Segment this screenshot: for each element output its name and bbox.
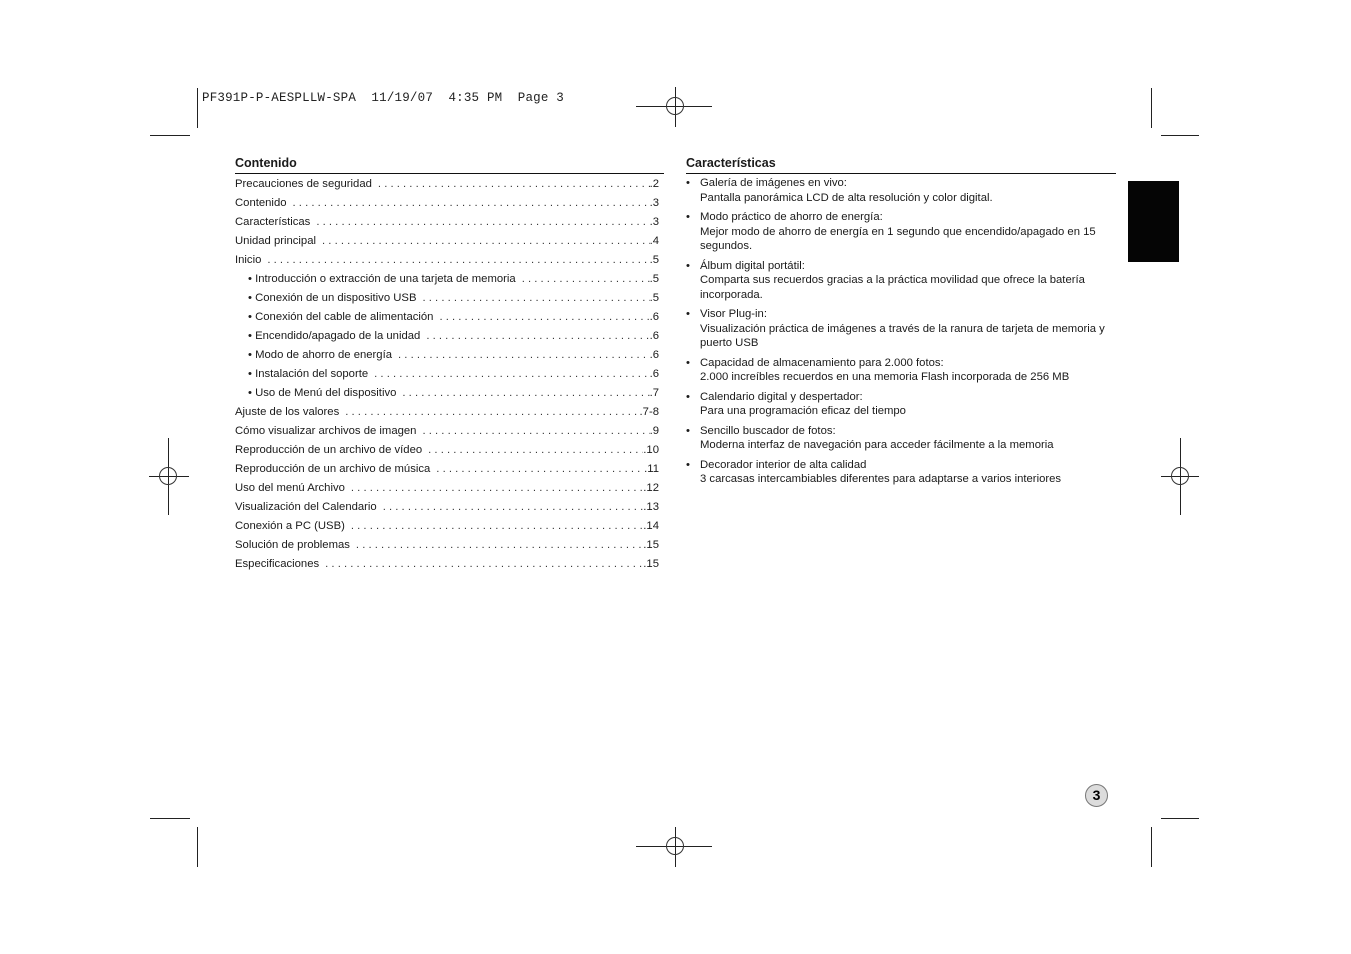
toc-label: Precauciones de seguridad — [235, 178, 372, 190]
toc-dot-leader — [267, 252, 649, 268]
toc-page: .14 — [643, 520, 659, 532]
toc-page: .6 — [649, 330, 659, 342]
page-number-badge: 3 — [1085, 784, 1108, 807]
toc-dot-leader — [322, 233, 650, 249]
toc-page: .11 — [644, 463, 659, 475]
crop-mark-top-right-v — [1151, 88, 1152, 128]
toc-label: Reproducción de un archivo de música — [235, 463, 431, 475]
toc-page: .6 — [649, 368, 659, 380]
toc-row — [235, 441, 659, 460]
toc-row — [235, 460, 659, 479]
toc-dot-leader — [351, 480, 643, 496]
toc-row — [235, 308, 659, 327]
feature-item — [686, 424, 1118, 453]
toc-dot-leader — [398, 347, 650, 363]
toc-label: Uso del menú Archivo — [235, 482, 345, 494]
toc-label: • Conexión de un dispositivo USB — [248, 292, 417, 304]
feature-heading: Decorador interior de alta calidad — [700, 458, 867, 471]
toc-row — [235, 251, 659, 270]
feature-heading: Modo práctico de ahorro de energía: — [700, 211, 883, 223]
features-title-rule — [686, 173, 1116, 174]
toc-row — [235, 536, 659, 555]
features-title: Características — [686, 156, 776, 170]
feature-item — [686, 458, 1118, 487]
toc-page: .3 — [649, 197, 659, 209]
toc-label: Cómo visualizar archivos de imagen — [235, 425, 417, 437]
contents-title: Contenido — [235, 156, 297, 170]
bullet: • — [686, 458, 690, 471]
feature-item — [686, 390, 1118, 419]
table-of-contents — [235, 175, 659, 574]
toc-dot-leader — [422, 290, 649, 306]
toc-label: • Introducción o extracción de una tarjeta de memoria — [248, 273, 516, 285]
toc-dot-leader — [436, 461, 644, 477]
toc-dot-leader — [428, 442, 643, 458]
toc-page: .7 — [649, 387, 659, 399]
toc-label: Especificaciones — [235, 558, 320, 570]
feature-item — [686, 210, 1118, 254]
toc-dot-leader — [351, 518, 643, 534]
feature-heading: Galería de imágenes en vivo: — [700, 177, 847, 189]
crop-mark-bottom-right-h — [1161, 818, 1199, 819]
feature-description: Mejor modo de ahorro de energía en 1 segundo que encendido/apagado en 15 segundos. — [700, 225, 1096, 252]
toc-page: .15 — [643, 558, 659, 570]
feature-description: Para una programación eficaz del tiempo — [700, 405, 906, 417]
feature-description: 2.000 increíbles recuerdos en una memoria Flash incorporada de 256 MB — [700, 371, 1070, 383]
toc-label: Conexión a PC (USB) — [235, 520, 345, 532]
toc-dot-leader — [325, 556, 643, 572]
features-list — [686, 176, 1118, 492]
feature-heading: Álbum digital portátil: — [700, 259, 805, 272]
toc-label: • Instalación del soporte — [248, 368, 369, 380]
toc-row — [235, 270, 659, 289]
feature-description: Moderna interfaz de navegación para acceder fácilmente a la memoria — [700, 439, 1054, 451]
toc-label: • Uso de Menú del dispositivo — [248, 387, 397, 399]
toc-row — [235, 194, 659, 213]
toc-dot-leader — [522, 271, 650, 287]
toc-row — [235, 289, 659, 308]
toc-dot-leader — [316, 214, 649, 230]
toc-row — [235, 517, 659, 536]
toc-page: .13 — [643, 501, 659, 513]
feature-heading: Visor Plug-in: — [700, 308, 767, 320]
toc-dot-leader — [293, 195, 650, 211]
toc-label: Solución de problemas — [235, 539, 350, 551]
crop-mark-top-left-v — [197, 88, 198, 128]
toc-row — [235, 213, 659, 232]
toc-label: Unidad principal — [235, 235, 317, 247]
toc-dot-leader — [426, 328, 649, 344]
toc-row — [235, 346, 659, 365]
crop-mark-bottom-left-v — [197, 827, 198, 867]
print-slug: PF391P-P-AESPLLW-SPA 11/19/07 4:35 PM Page 3 — [202, 91, 564, 105]
toc-dot-leader — [374, 366, 649, 382]
toc-dot-leader — [345, 404, 639, 420]
crop-mark-bottom-left-h — [150, 818, 190, 819]
toc-page: .6 — [649, 311, 659, 323]
bullet: • — [686, 424, 690, 437]
bullet: • — [686, 177, 690, 189]
toc-label: Visualización del Calendario — [235, 501, 377, 513]
feature-heading: Calendario digital y despertador: — [700, 390, 863, 403]
feature-item — [686, 176, 1118, 205]
toc-label: • Modo de ahorro de energía — [248, 349, 393, 361]
feature-description: 3 carcasas intercambiables diferentes para adaptarse a varios interiores — [700, 473, 1062, 485]
toc-label: Contenido — [235, 197, 287, 209]
toc-label: Reproducción de un archivo de vídeo — [235, 444, 423, 456]
crop-mark-top-right-h — [1161, 135, 1199, 136]
toc-row — [235, 232, 659, 251]
toc-page: .9 — [649, 425, 659, 437]
toc-dot-leader — [383, 499, 644, 515]
feature-heading: Sencillo buscador de fotos: — [700, 424, 836, 437]
toc-row — [235, 498, 659, 517]
crop-mark-top-left-h — [150, 135, 190, 136]
toc-row — [235, 384, 659, 403]
toc-page: .2 — [649, 178, 659, 190]
toc-page: .15 — [643, 539, 659, 551]
feature-item — [686, 259, 1118, 303]
toc-label: • Conexión del cable de alimentación — [248, 311, 434, 323]
toc-dot-leader — [402, 385, 649, 401]
bullet: • — [686, 390, 690, 403]
toc-label: • Encendido/apagado de la unidad — [248, 330, 421, 342]
toc-row — [235, 555, 659, 574]
feature-item — [686, 356, 1118, 385]
toc-page: .4 — [649, 235, 659, 247]
toc-dot-leader — [439, 309, 649, 325]
toc-dot-leader — [356, 537, 643, 553]
feature-description: Pantalla panorámica LCD de alta resolución y color digital. — [700, 191, 993, 204]
bullet: • — [686, 356, 690, 369]
feature-description: Comparta sus recuerdos gracias a la práctica movilidad que ofrece la batería incorporada. — [700, 274, 1085, 301]
crop-mark-bottom-right-v — [1151, 827, 1152, 867]
toc-row — [235, 479, 659, 498]
bullet: • — [686, 259, 690, 272]
toc-page: .3 — [649, 216, 659, 228]
toc-row — [235, 422, 659, 441]
toc-label: Ajuste de los valores — [235, 406, 340, 418]
bullet: • — [686, 211, 690, 223]
toc-label: Inicio — [235, 254, 262, 266]
toc-dot-leader — [422, 423, 649, 439]
toc-page: .7-8 — [639, 406, 659, 418]
toc-page: .12 — [643, 482, 659, 494]
contents-title-rule — [235, 173, 664, 174]
toc-page: .6 — [649, 349, 659, 361]
language-tab — [1128, 181, 1179, 262]
toc-row — [235, 327, 659, 346]
bullet: • — [686, 308, 690, 320]
toc-row — [235, 175, 659, 194]
toc-row — [235, 365, 659, 384]
toc-page: .5 — [649, 292, 659, 304]
toc-page: .10 — [643, 444, 659, 456]
toc-page: .5 — [649, 273, 659, 285]
toc-row — [235, 403, 659, 422]
feature-description: Visualización práctica de imágenes a través de la ranura de tarjeta de memoria y puerto USB — [700, 322, 1105, 349]
toc-dot-leader — [378, 176, 650, 192]
feature-item — [686, 307, 1118, 351]
feature-heading: Capacidad de almacenamiento para 2.000 fotos: — [700, 356, 944, 369]
toc-page: .5 — [649, 254, 659, 266]
toc-label: Características — [235, 216, 311, 228]
